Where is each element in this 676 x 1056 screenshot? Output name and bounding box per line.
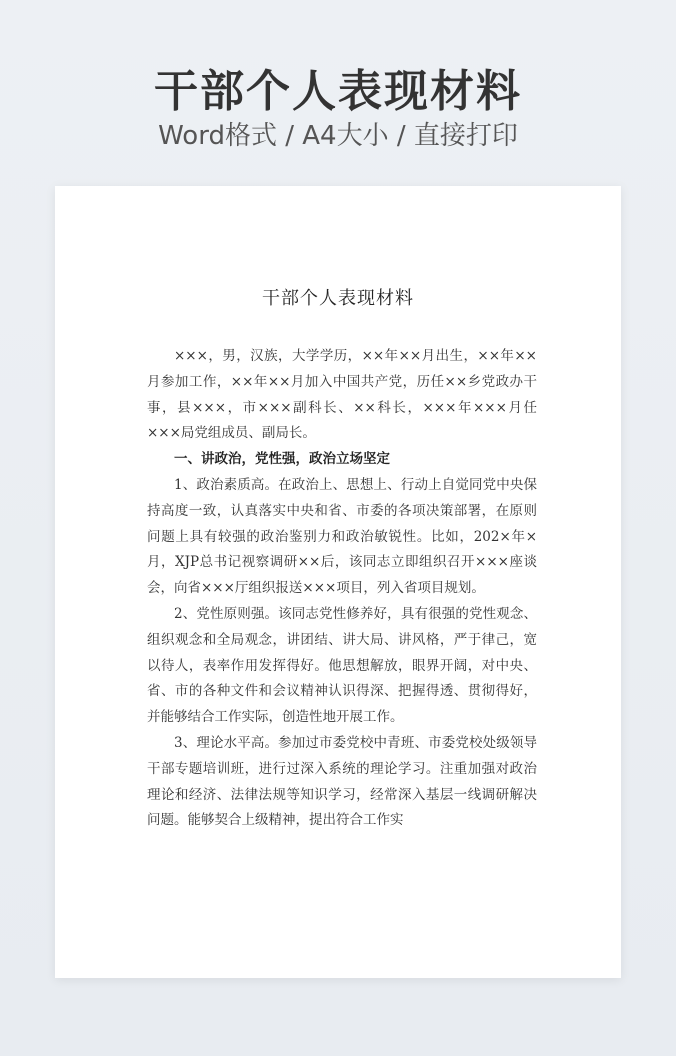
section-heading: 一、讲政治，党性强，政治立场坚定 [174,451,390,468]
paragraph-1: 1、政治素质高。在政治上、思想上、行动上自觉同党中央保持高度一致，认真落实中央和省、市委的各项决策部署，在原则问题上具有较强的政治鉴别力和政治敏锐性。比如，202×年×月，XJP总书记视察调研××后，该同志立即组织召开×××座谈会，向省×××厅组织报送×××项目，列入省项目规划。 [147,476,537,597]
document-page [55,186,621,978]
document-body [147,344,537,834]
paragraph-3: 3、理论水平高。参加过市委党校中青班、市委党校处级领导干部专题培训班，进行过深入系统的理论学习。注重加强对政治理论和经济、法律法规等知识学习，经常深入基层一线调研解决问题。能够契合上级精神，提出符合工作实 [147,734,537,829]
intro-paragraph: ×××，男，汉族，大学学历，××年××月出生，××年××月参加工作，××年××月加入中国共产党，历任××乡党政办干事，县×××，市×××副科长、××科长，×××年×××月任×××局党组成员、副局长。 [147,348,537,442]
header-subtitle: Word格式 / A4大小 / 直接打印 [158,121,518,151]
paragraph-2: 2、党性原则强。该同志党性修养好，具有很强的党性观念、组织观念和全局观念，讲团结、讲大局、讲风格，严于律己，宽以待人，表率作用发挥得好。他思想解放，眼界开阔，对中央、省、市的各种文件和会议精神认识得深、把握得透、贯彻得好，并能够结合工作实际，创造性地开展工作。 [147,605,537,726]
document-title: 干部个人表现材料 [262,288,414,309]
header-title: 干部个人表现材料 [154,66,522,117]
